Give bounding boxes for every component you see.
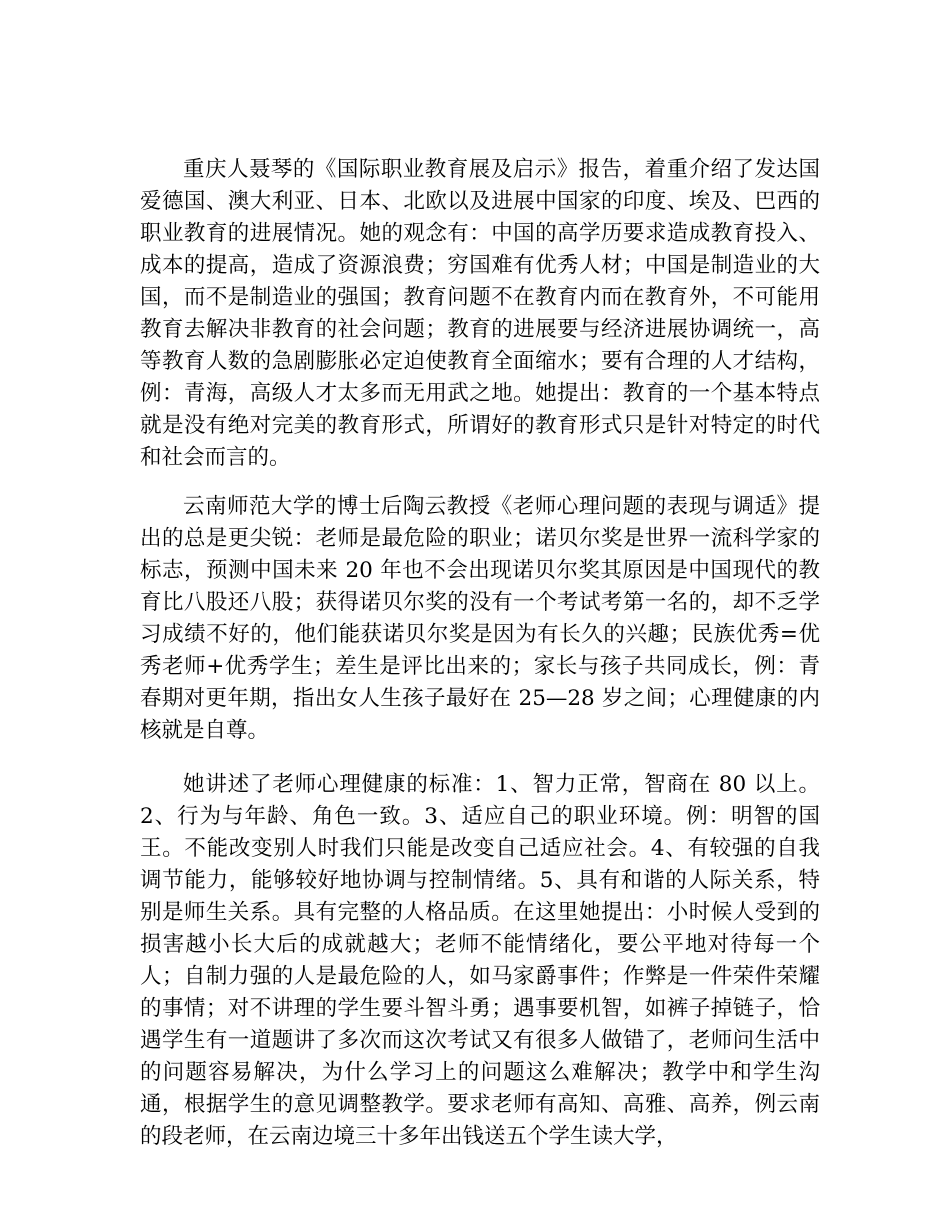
paragraph-teacher-mental-health-standards: 她讲述了老师心理健康的标准：1、智力正常，智商在 80 以上。2、行为与年龄、角色一致。3、适应自己的职业环境。例：明智的国王。不能改变别人时我们只能是改变自己适应社会。4、有较强的自我调节能力，能够较好地协调与控制情绪。5、具有和谐的人际关系，特别是师生关系。具有完整的人格品质。在这里她提出：小时候人受到的损害越小长大后的成就越大；老师不能情绪化，要公平地对待每一个人；自制力强的人是最危险的人，如马家爵事件；作弊是一件荣件荣耀的事情；对不讲理的学生要斗智斗勇；遇事要机智，如裤子掉链子，恰遇学生有一道题讲了多次而这次考试又有很多人做错了，老师问生活中的问题容易解决，为什么学习上的问题这么难解决；教学中和学生沟通，根据学生的意见调整教学。要求老师有高知、高雅、高养，例云南的段老师，在云南边境三十多年出钱送五个学生读大学，: [140, 772, 820, 1149]
paragraph-tao-yun-lecture: 云南师范大学的博士后陶云教授《老师心理问题的表现与调适》提出的总是更尖锐：老师是最危险的职业；诺贝尔奖是世界一流科学家的标志，预测中国未来 20 年也不会出现诺贝尔奖其原因是中国现代的教育比八股还八股；获得诺贝尔奖的没有一个考试考第一名的，却不乏学习成绩不好的，他们能获诺贝尔奖是因为有长久的兴趣；民族优秀=优秀老师+优秀学生；差生是评比出来的；家长与孩子共同成长，例：青春期对更年期，指出女人生孩子最好在 25—28 岁之间；心理健康的内核就是自尊。: [140, 494, 820, 743]
paragraph-nie-qin-report: 重庆人聂琴的《国际职业教育展及启示》报告，着重介绍了发达国爱德国、澳大利亚、日本、北欧以及进展中国家的印度、埃及、巴西的职业教育的进展情况。她的观念有：中国的高学历要求造成教育投入、成本的提高，造成了资源浪费；穷国难有优秀人材；中国是制造业的大国，而不是制造业的强国；教育问题不在教育内而在教育外，不可能用教育去解决非教育的社会问题；教育的进展要与经济进展协调统一，高等教育人数的急剧膨胀必定迫使教育全面缩水；要有合理的人才结构，例：青海，高级人才太多而无用武之地。她提出：教育的一个基本特点就是没有绝对完美的教育形式，所谓好的教育形式只是针对特定的时代和社会而言的。: [140, 157, 820, 470]
